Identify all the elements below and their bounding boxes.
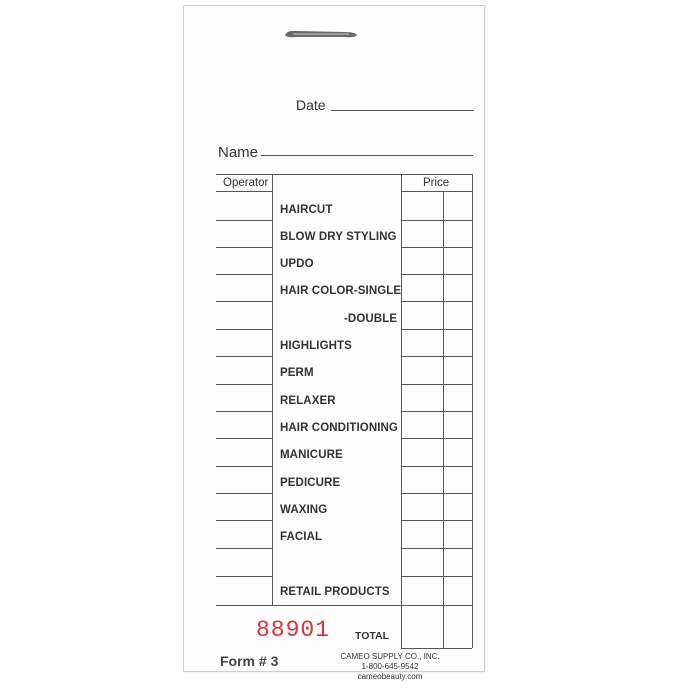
operator-header: Operator	[223, 177, 269, 189]
service-highlights: HIGHLIGHTS	[280, 340, 352, 352]
serial-number: 88901	[256, 617, 331, 643]
service-hair-color-single: HAIR COLOR-SINGLE	[280, 285, 402, 297]
service-waxing: WAXING	[280, 504, 328, 516]
service-manicure: MANICURE	[280, 449, 343, 461]
service-hair-color-double: -DOUBLE	[344, 313, 398, 325]
staple-icon	[283, 28, 359, 40]
name-field[interactable]	[261, 155, 473, 156]
name-label: Name	[218, 144, 259, 161]
service-pedicure: PEDICURE	[280, 477, 341, 489]
date-label: Date	[296, 97, 326, 113]
price-header: Price	[423, 177, 450, 189]
service-haircut: HAIRCUT	[280, 204, 333, 216]
company-info	[320, 652, 460, 682]
company-phone: 1-800-645-9542	[361, 662, 419, 671]
service-blow-dry-styling: BLOW DRY STYLING	[280, 231, 397, 243]
company-name: CAMEO SUPPLY CO., INC.	[340, 652, 440, 661]
service-hair-conditioning: HAIR CONDITIONING	[280, 422, 398, 434]
form-number: Form # 3	[220, 653, 279, 669]
service-relaxer: RELAXER	[280, 395, 336, 407]
total-label: TOTAL	[355, 630, 390, 642]
service-updo: UPDO	[280, 258, 314, 270]
service-facial: FACIAL	[280, 531, 323, 543]
date-field[interactable]	[331, 110, 474, 111]
service-retail-products: RETAIL PRODUCTS	[280, 586, 390, 598]
company-website: cameobeauty.com	[357, 672, 423, 681]
service-perm: PERM	[280, 367, 314, 379]
